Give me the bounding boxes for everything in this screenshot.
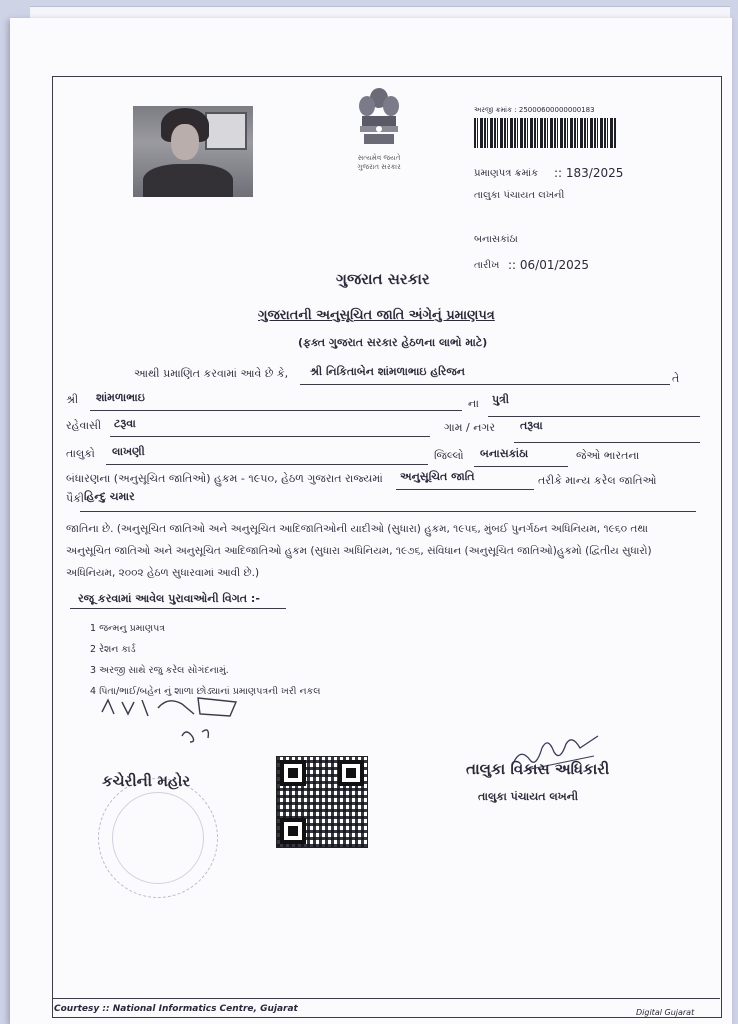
applicant-photo bbox=[133, 106, 253, 197]
village-label: ગામ / નગર bbox=[444, 421, 496, 434]
certificate-title: ગુજરાતની અનુસૂચિત જાતિ અંગેનું પ્રમાણપત્ર bbox=[258, 308, 495, 323]
te-word: તે bbox=[672, 372, 680, 385]
officer-office: તાલુકા પંચાયત લખની bbox=[478, 790, 579, 803]
handwritten-scribble bbox=[98, 692, 248, 748]
issue-date: :: 06/01/2025 bbox=[508, 258, 590, 272]
courtesy-footer: Courtesy :: National Informatics Centre, Gujarat bbox=[54, 1004, 298, 1014]
legal-line-2: અનુસૂચિત જાતિઓ અને અનુસૂચિત આદિજાતિઓ હુકમ (સુધારા અધિનિયમ, ૧૯૭૬, સંવિધાન (અનુસૂચિત જાતિઓ)હુકમો (દ્વિતીય સુધારો) bbox=[66, 545, 652, 557]
taluka-value: લાખણી bbox=[112, 445, 145, 458]
list-item: 2 રેશન કાર્ડ bbox=[90, 644, 136, 655]
legal-paragraph bbox=[66, 518, 716, 584]
barcode bbox=[474, 118, 616, 148]
subcaste-label: પૈકી bbox=[66, 492, 85, 505]
list-item: 4 પિતા/ભાઈ/બહેન નું શાળા છોડ્યાનાં પ્રમાણપત્રની ખરી નકલ bbox=[90, 686, 321, 697]
village-value: તરૂવા bbox=[520, 419, 543, 432]
na-word: ના bbox=[468, 397, 479, 410]
emblem-label: ગુજરાત સરકાર bbox=[357, 163, 401, 171]
date-label: તારીખ bbox=[474, 260, 500, 271]
constitution-text: બંધારણના (અનુસૂચિત જાતિઓ) હુકમ - ૧૯૫૦, હેઠળ ગુજરાત રાજ્યમાં bbox=[66, 472, 383, 485]
applicant-name: શ્રી નિકિતાબેન શાંમળાભાઇ હરિજન bbox=[310, 365, 465, 378]
government-title: ગુજરાત સરકાર bbox=[336, 270, 430, 288]
qr-code bbox=[276, 756, 368, 848]
list-item: 1 જન્મનુ પ્રમાણપત્ર bbox=[90, 623, 166, 634]
recognized-text: તરીકે માન્ય કરેલ જાતિઓ bbox=[538, 474, 657, 487]
documents-list bbox=[90, 618, 320, 702]
officer-title: તાલુકા વિકાસ અધિકારી bbox=[466, 760, 610, 778]
issuing-district: બનાસકાંઠા bbox=[474, 234, 518, 245]
district-value: બનાસકાંઠા bbox=[480, 447, 529, 460]
resident-value: ટરૂવા bbox=[114, 417, 136, 430]
application-number: અરજી ક્રમાંક : 25000600000000183 bbox=[474, 106, 595, 114]
certificate-number-label: પ્રમાણપત્ર ક્રમાંક bbox=[474, 168, 539, 179]
issuing-office: તાલુકા પંચાયત લખની bbox=[474, 190, 565, 201]
certificate-number: :: 183/2025 bbox=[554, 166, 624, 180]
subcaste-value: હિન્દુ ચમાર bbox=[84, 490, 135, 503]
lion-capital-icon bbox=[354, 86, 404, 150]
bharat-text: જેઓ ભારતના bbox=[576, 449, 640, 462]
legal-line-1: જાતિના છે. (અનુસૂચિત જાતિઓ અને અનુસૂચિત આદિજાતિઓની યાદીઓ (સુધારા) હુકમ, ૧૯૫૬, મુંબઈ પુનર્ગઠન અધિનિયમ, ૧૯૬૦ તથા bbox=[66, 523, 648, 535]
state-emblem bbox=[340, 86, 418, 178]
digital-gujarat-footer: Digital Gujarat bbox=[636, 1008, 695, 1017]
office-seal-inner bbox=[112, 792, 204, 884]
list-item: 3 અરજી સાથે રજુ કરેલ સોગંદનામું. bbox=[90, 665, 229, 676]
emblem-motto: સત્યમેવ જયતે bbox=[357, 154, 401, 162]
legal-line-3: અધિનિયમ, ૨૦૦૨ હેઠળ સુધારવામાં આવી છે.) bbox=[66, 567, 260, 579]
office-seal-label: કચેરીની મહોર bbox=[102, 772, 191, 790]
documents-heading: રજૂ કરવામાં આવેલ પુરાવાઓની વિગત :- bbox=[78, 592, 260, 605]
taluka-label: તાલુકો bbox=[66, 447, 95, 460]
certificate-note: (ફક્ત ગુજરાત સરકાર હેઠળના લાભો માટે) bbox=[298, 336, 488, 349]
district-label: જિલ્લો bbox=[434, 449, 464, 462]
intro-text: આથી પ્રમાણિત કરવામાં આવે છે કે, bbox=[134, 367, 289, 380]
relation: પુત્રી bbox=[492, 393, 510, 406]
caste-category: અનુસૂચિત જાતિ bbox=[400, 470, 475, 483]
father-name: શાંમળાભાઇ bbox=[96, 391, 145, 404]
resident-label: રહેવાસી bbox=[66, 419, 102, 432]
shri-prefix: શ્રી bbox=[66, 393, 79, 406]
